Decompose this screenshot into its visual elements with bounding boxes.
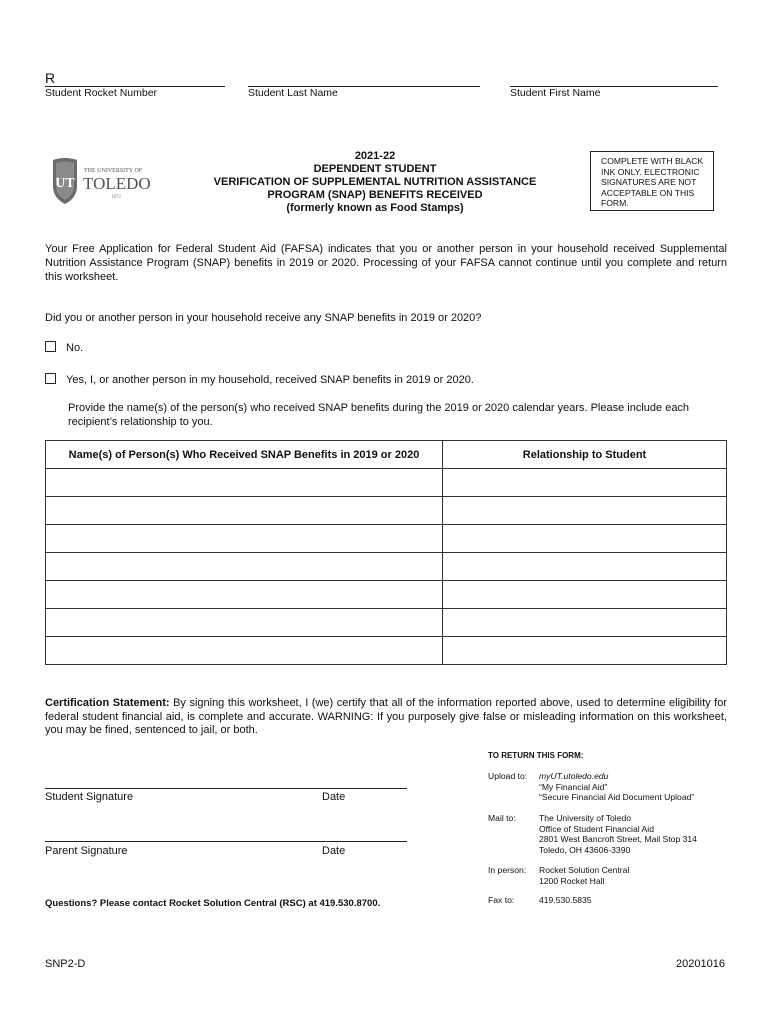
title-line1: DEPENDENT STUDENT — [313, 163, 437, 175]
fax-key: Fax to: — [488, 895, 515, 905]
yes-checkbox[interactable] — [45, 373, 56, 384]
person-line2: 1200 Rocket Hall — [539, 875, 605, 886]
intro-paragraph: Your Free Application for Federal Student Aid (FAFSA) indicates that you or another person in your household received Supplemental Nutrition Assistance Program (SNAP) benefits in 2019 or 2020. Processing of your FAFSA cannot continue until you complete and return this worksheet. — [45, 243, 727, 283]
upload-details — [539, 771, 694, 803]
table-row — [46, 581, 727, 609]
relationship-cell[interactable] — [443, 581, 727, 609]
mail-line2: Office of Student Financial Aid — [539, 823, 654, 834]
student-signature-line[interactable] — [45, 788, 407, 789]
table-row — [46, 637, 727, 665]
mail-key: Mail to: — [488, 813, 516, 823]
relationship-cell[interactable] — [443, 553, 727, 581]
name-cell[interactable] — [46, 609, 443, 637]
option-no-label: No. — [66, 342, 84, 354]
toledo-shield-icon — [50, 156, 162, 206]
student-date-label: Date — [322, 791, 346, 803]
relationship-cell[interactable] — [443, 609, 727, 637]
return-heading: TO RETURN THIS FORM: — [488, 751, 584, 760]
mail-details — [539, 813, 697, 855]
in-person-key: In person: — [488, 865, 527, 875]
logo-line1: THE UNIVERSITY OF — [84, 168, 143, 174]
option-yes-label: Yes, I, or another person in my household, received SNAP benefits in 2019 or 2020. — [66, 374, 474, 386]
table-row — [46, 497, 727, 525]
table-row — [46, 525, 727, 553]
upload-key: Upload to: — [488, 771, 528, 781]
logo-year: 1872 — [111, 195, 121, 200]
person-line1: Rocket Solution Central — [539, 865, 630, 875]
table-header-row — [46, 441, 727, 469]
certification-heading: Certification Statement: — [45, 697, 170, 709]
university-logo — [50, 156, 162, 206]
title-line3: PROGRAM (SNAP) BENEFITS RECEIVED — [267, 189, 483, 201]
title-year: 2021-22 — [354, 150, 396, 162]
table-header-relationship: Relationship to Student — [443, 441, 727, 469]
name-cell[interactable] — [46, 469, 443, 497]
no-checkbox[interactable] — [45, 341, 56, 352]
upload-link[interactable]: myUT.utoledo.edu — [539, 771, 609, 781]
certification-statement — [45, 697, 727, 738]
ink-notice-box: COMPLETE WITH BLACK INK ONLY. ELECTRONIC SIGNATURES ARE NOT ACCEPTABLE ON THIS FORM. — [590, 151, 714, 211]
first-name-label: Student First Name — [510, 87, 601, 99]
relationship-cell[interactable] — [443, 525, 727, 553]
in-person-details — [539, 865, 629, 886]
student-signature-label: Student Signature — [45, 791, 134, 803]
mail-line1: The University of Toledo — [539, 813, 632, 823]
last-name-label: Student Last Name — [248, 87, 338, 99]
form-code: SNP2-D — [45, 958, 86, 970]
title-line2: VERIFICATION OF SUPPLEMENTAL NUTRITION ASSISTANCE — [213, 176, 537, 188]
name-cell[interactable] — [46, 637, 443, 665]
table-row — [46, 469, 727, 497]
rocket-number-prefix: R — [45, 70, 56, 86]
table-row — [46, 553, 727, 581]
logo-initials: UT — [55, 176, 75, 191]
questions-contact: Questions? Please contact Rocket Solution Central (RSC) at 419.530.8700. — [45, 898, 381, 909]
parent-date-label: Date — [322, 845, 346, 857]
snap-recipients-table — [45, 440, 727, 665]
name-cell[interactable] — [46, 581, 443, 609]
revision-code: 20201016 — [676, 958, 725, 970]
logo-line2: TOLEDO — [83, 174, 151, 193]
mail-line4: Toledo, OH 43606-3390 — [539, 844, 631, 855]
parent-signature-line[interactable] — [45, 841, 407, 842]
relationship-cell[interactable] — [443, 637, 727, 665]
upload-line2: “My Financial Aid” — [539, 781, 608, 792]
name-cell[interactable] — [46, 553, 443, 581]
form-title — [180, 150, 570, 215]
relationship-cell[interactable] — [443, 469, 727, 497]
table-header-names: Name(s) of Person(s) Who Received SNAP Benefits in 2019 or 2020 — [46, 441, 443, 469]
name-cell[interactable] — [46, 497, 443, 525]
parent-signature-label: Parent Signature — [45, 845, 128, 857]
name-cell[interactable] — [46, 525, 443, 553]
fax-number: 419.530.5835 — [539, 895, 592, 905]
option-no-row — [45, 341, 83, 355]
relationship-cell[interactable] — [443, 497, 727, 525]
upload-line3: “Secure Financial Aid Document Upload” — [539, 792, 695, 803]
provide-instructions: Provide the name(s) of the person(s) who received SNAP benefits during the 2019 or 2020 calendar years. Please include each recipient’s relationship to you. — [68, 402, 690, 428]
title-line4: (formerly known as Food Stamps) — [286, 202, 464, 214]
snap-question: Did you or another person in your household receive any SNAP benefits in 2019 or 2020? — [45, 312, 482, 324]
mail-line3: 2801 West Bancroft Street, Mail Stop 314 — [539, 834, 697, 845]
option-yes-row — [45, 373, 474, 387]
rocket-number-label: Student Rocket Number — [45, 87, 158, 99]
certification-body: By signing this worksheet, I (we) certify that all of the information reported above, used to determine eligibility for federal student financial aid, is complete and accurate. WARNING: If you purposely give false or misleading information on this worksheet, you may be fined, sentenced to jail, or both. — [45, 697, 727, 736]
table-row — [46, 609, 727, 637]
